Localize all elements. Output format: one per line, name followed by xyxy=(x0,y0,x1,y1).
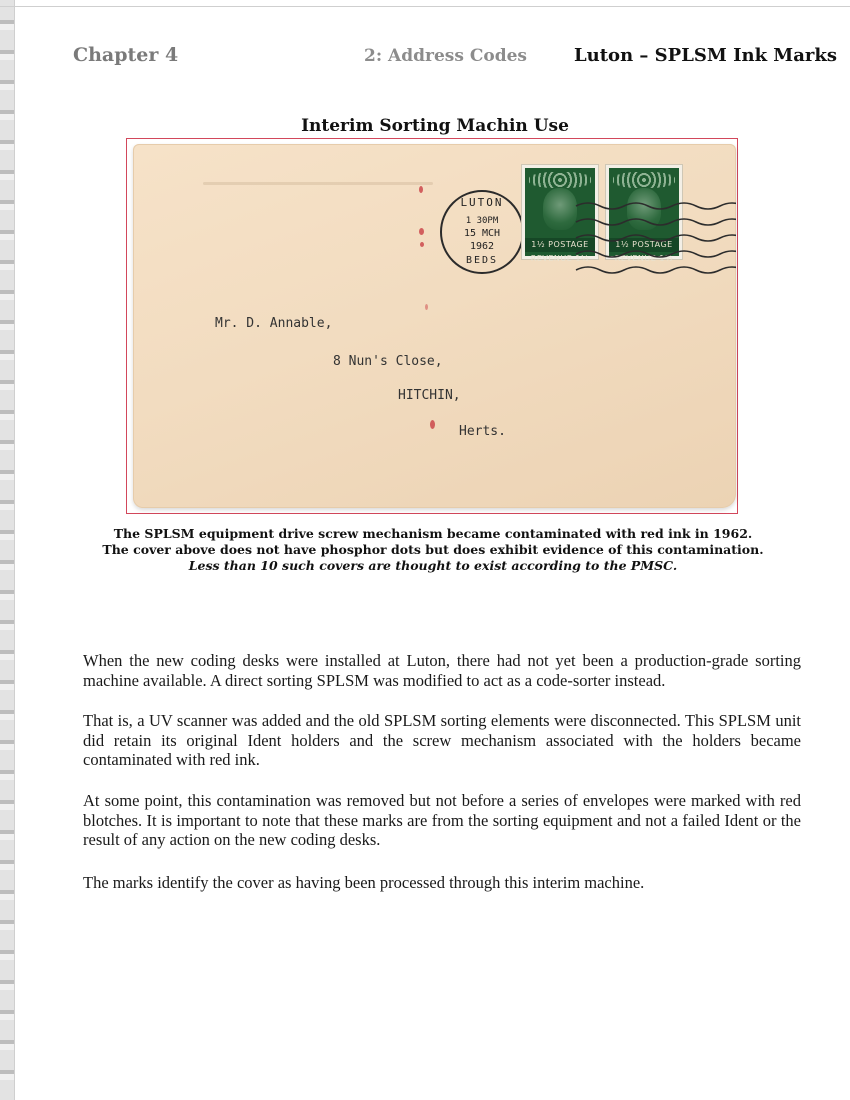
body-paragraph: The marks identify the cover as having been processed through this interim machine. xyxy=(83,873,645,892)
wavy-cancellation-lines xyxy=(566,192,736,292)
red-ink-blotch xyxy=(419,228,424,235)
address-county: Herts. xyxy=(459,424,506,439)
stamp-value: 1½ POSTAGE REVENUE 1½ xyxy=(525,238,595,252)
red-ink-blotch xyxy=(420,242,424,247)
envelope-flap-shadow xyxy=(203,182,433,185)
caption-note: Less than 10 such covers are thought to exist according to the PMSC. xyxy=(188,558,678,573)
cover-title: Interim Sorting Machin Use xyxy=(301,116,569,136)
top-rule xyxy=(0,6,850,7)
address-name: Mr. D. Annable, xyxy=(215,316,333,331)
envelope-image xyxy=(133,144,736,508)
floral-wreath-icon xyxy=(529,172,591,188)
red-ink-blotch xyxy=(419,186,423,193)
stamp-value: 1½ POSTAGE REVENUE 1½ xyxy=(609,238,679,252)
address-town: HITCHIN, xyxy=(398,388,461,403)
red-ink-blotch xyxy=(425,304,428,310)
postmark-county: BEDS xyxy=(465,255,499,266)
postmark-time: 1 30PM xyxy=(465,216,499,226)
postmark-year: 1962 xyxy=(469,241,495,252)
binder-strip xyxy=(0,0,15,1100)
section-heading: 2: Address Codes xyxy=(364,46,527,66)
body-paragraph: When the new coding desks were installed at Luton, there had not yet been a production-grade sorting machine available. A direct sorting SPLSM was modified to act as a code-sorter instead. xyxy=(83,651,801,690)
body-paragraph: That is, a UV scanner was added and the old SPLSM sorting elements were disconnected. This SPLSM unit did retain its original Ident holders and the screw mechanism associated with the holders became contaminated with red ink. xyxy=(83,711,801,769)
floral-wreath-icon xyxy=(613,172,675,188)
postmark xyxy=(440,190,524,274)
postmark-date: 15 MCH xyxy=(463,228,501,239)
topic-heading: Luton – SPLSM Ink Marks xyxy=(574,45,837,66)
body-paragraph: At some point, this contamination was removed but not before a series of envelopes were marked with red blotches. It is important to note that these marks are from the sorting equipment and not a failed Ident or the result of any action on the new coding desks. xyxy=(83,791,801,849)
address-street: 8 Nun's Close, xyxy=(333,354,443,369)
figure-caption xyxy=(100,526,766,574)
postmark-town: LUTON xyxy=(460,196,504,209)
chapter-heading: Chapter 4 xyxy=(73,44,179,66)
red-ink-blotch xyxy=(430,420,435,429)
caption-main: The SPLSM equipment drive screw mechanism became contaminated with red ink in 1962. The cover above does not have phosphor dots but does exhibit evidence of this contamination. xyxy=(102,526,764,557)
